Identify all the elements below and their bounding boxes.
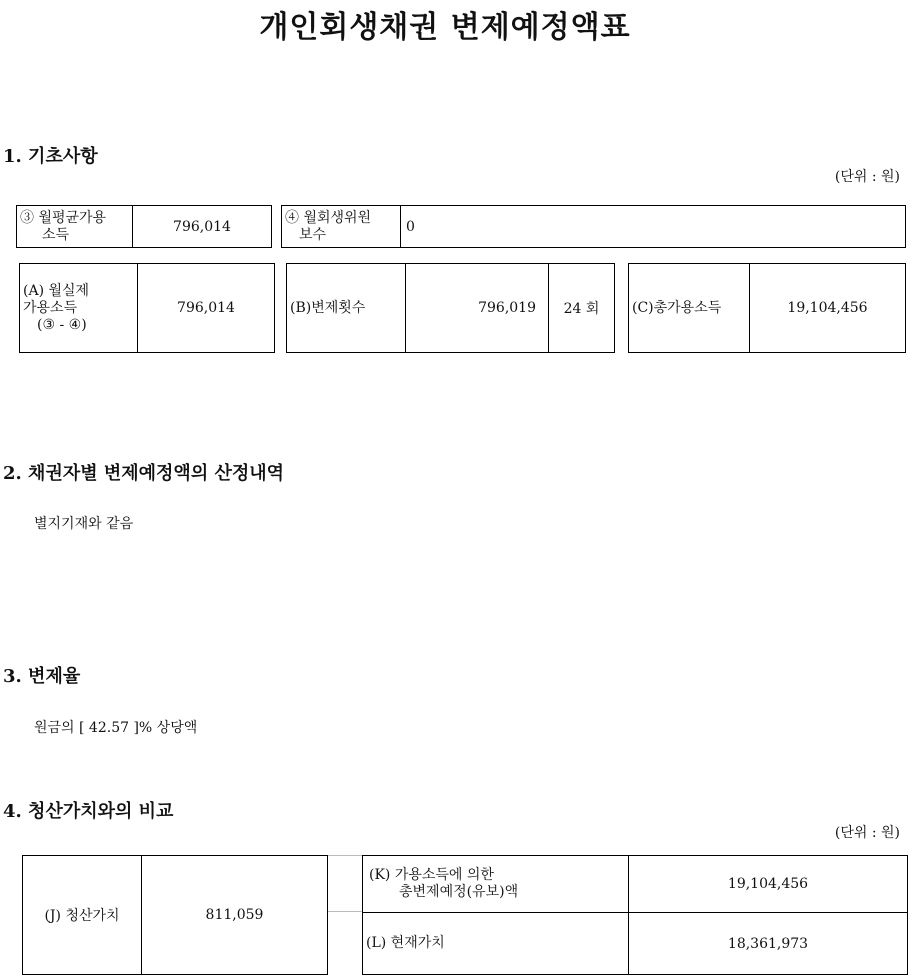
trustee-fee-label-line2: 보수 [299, 226, 327, 243]
actual-income-label-line3: (③ - ④) [37, 316, 87, 333]
section-3-text: 원금의 [ 42.57 ]% 상당액 [34, 720, 198, 736]
payment-count-box [286, 263, 615, 353]
document-title: 개인회생채권 변제예정액표 [259, 10, 631, 45]
payment-count-amount: 796,019 [405, 264, 548, 352]
section-3-heading: 3. 변제율 [3, 666, 81, 687]
monthly-income-box [16, 205, 272, 248]
total-repayment-label-line2: 총변제예정(유보)액 [399, 884, 519, 900]
trustee-fee-label-line1: ④ 월회생위원 [285, 209, 372, 226]
total-repayment-label-line1: (K) 가용소득에 의한 [369, 867, 494, 883]
monthly-income-label-line1: ③ 월평균가용 [20, 209, 107, 226]
section-1-heading: 1. 기초사항 [3, 146, 98, 167]
liquidation-value-label: (J) 청산가치 [44, 908, 120, 924]
total-income-value: 19,104,456 [749, 264, 905, 352]
actual-income-label [20, 264, 137, 352]
trustee-fee-value: 0 [400, 206, 905, 247]
section-4-unit: (단위 : 원) [834, 825, 900, 841]
comparison-box [362, 855, 908, 975]
total-repayment-value: 19,104,456 [628, 856, 907, 912]
trustee-fee-label [282, 206, 400, 247]
liquidation-value-box [22, 855, 328, 975]
liquidation-value-amount: 811,059 [141, 856, 327, 974]
payment-count-times: 24 회 [548, 264, 614, 352]
actual-income-label-line1: (A) 월실제 [23, 282, 90, 299]
connector-line-top [328, 855, 362, 856]
section-2-heading: 2. 채권자별 변제예정액의 산정내역 [3, 463, 285, 484]
total-repayment-label [363, 856, 628, 912]
total-income-label: (C)총가용소득 [632, 299, 722, 316]
payment-count-label: (B)변제횟수 [290, 299, 366, 316]
present-value-label: (L) 현재가치 [366, 935, 445, 951]
connector-line-middle [328, 911, 362, 912]
present-value-amount: 18,361,973 [628, 913, 907, 974]
total-income-box [628, 263, 906, 353]
section-2-text: 별지기재와 같음 [34, 516, 134, 532]
monthly-income-label-line2: 소득 [42, 226, 70, 243]
actual-income-value: 796,014 [137, 264, 274, 352]
section-4-heading: 4. 청산가치와의 비교 [3, 801, 174, 822]
actual-income-box [19, 263, 275, 353]
section-1-unit: (단위 : 원) [834, 169, 900, 185]
actual-income-label-line2: 가용소득 [23, 299, 78, 316]
monthly-income-value: 796,014 [132, 206, 271, 247]
monthly-income-label [17, 206, 132, 247]
trustee-fee-box [281, 205, 906, 248]
